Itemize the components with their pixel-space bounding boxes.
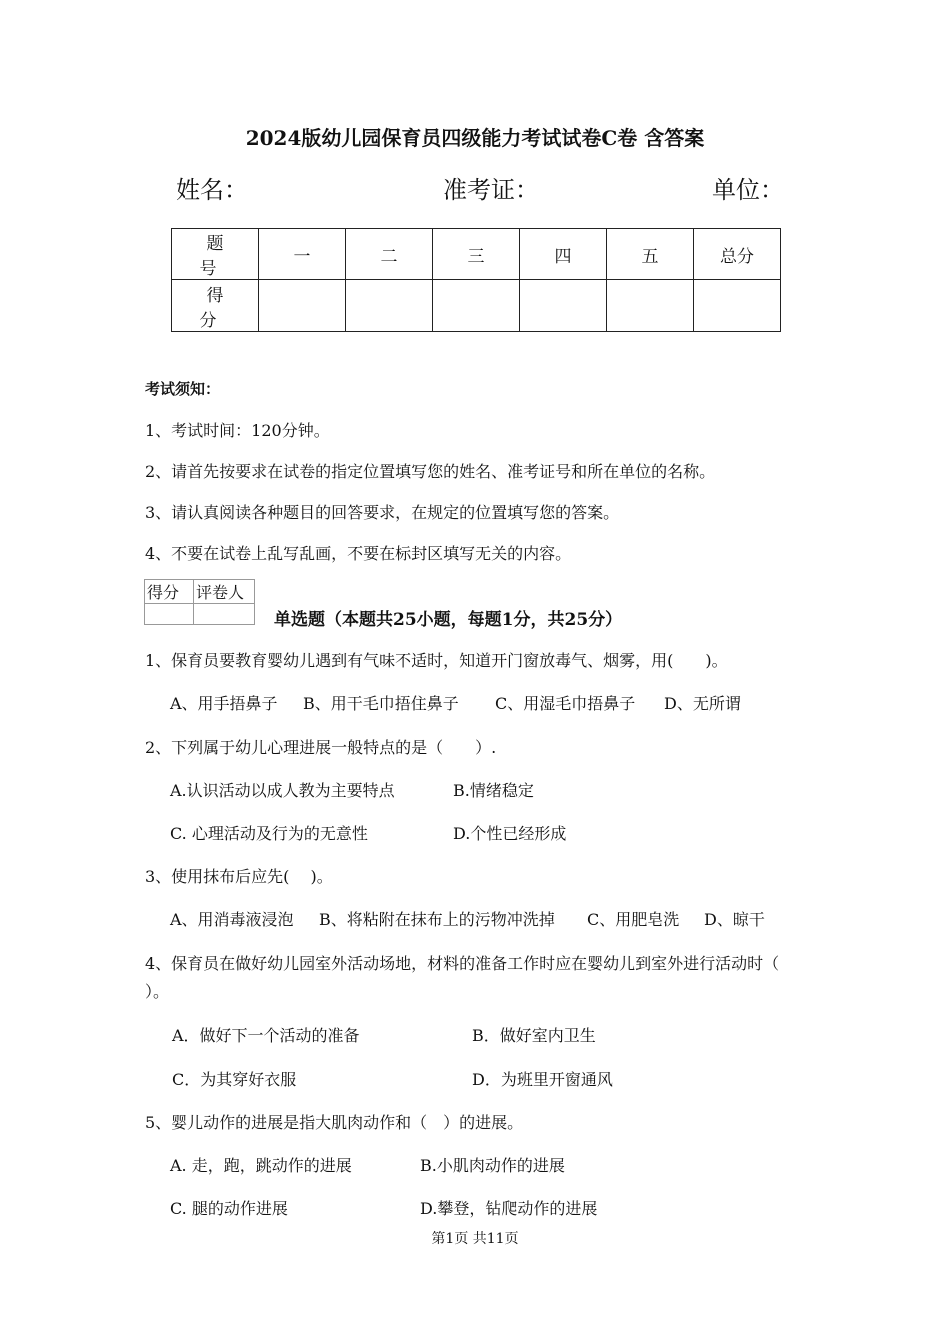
option-a[interactable]: A．做好下一个活动的准备 <box>172 1026 360 1045</box>
grader-box <box>144 579 255 625</box>
option-b[interactable]: B.情绪稳定 <box>453 781 534 800</box>
option-d[interactable]: D.个性已经形成 <box>453 824 567 843</box>
score-cell[interactable] <box>433 280 520 332</box>
option-b[interactable]: B、将粘附在抹布上的污物冲洗掉 <box>319 910 555 929</box>
option-b[interactable]: B、用干毛巾捂住鼻子 <box>303 694 459 713</box>
question-stem: 2、下列属于幼儿心理进展一般特点的是（ ）. <box>145 738 497 757</box>
question-stem: 4、保育员在做好幼儿园室外活动场地，材料的准备工作时应在婴幼儿到室外进行活动时（ <box>145 954 780 973</box>
score-cell[interactable] <box>259 280 346 332</box>
score-table-header-5: 五 <box>607 229 694 280</box>
name-field-label: 姓名： <box>176 176 248 204</box>
exam-id-field-label: 准考证： <box>443 176 539 204</box>
score-cell[interactable] <box>607 280 694 332</box>
page-footer: 第1页 共11页 <box>431 1231 519 1247</box>
option-c[interactable]: C. 心理活动及行为的无意性 <box>170 824 368 843</box>
grader-box-score-label: 得分 <box>145 580 194 604</box>
score-table-row-label: 得 分 <box>172 280 259 332</box>
option-b[interactable]: B.小肌肉动作的进展 <box>420 1156 565 1175</box>
option-a[interactable]: A、用手捂鼻子 <box>170 694 278 713</box>
score-table-header-4: 四 <box>520 229 607 280</box>
notice-item: 1、考试时间：120分钟。 <box>145 421 330 440</box>
page-title: 2024版幼儿园保育员四级能力考试试卷C卷 含答案 <box>245 126 705 150</box>
score-table-header-2: 二 <box>346 229 433 280</box>
question-stem: 3、使用抹布后应先( )。 <box>145 867 333 886</box>
score-table-header-label: 题 号 <box>172 229 259 280</box>
score-table-header-3: 三 <box>433 229 520 280</box>
option-b[interactable]: B．做好室内卫生 <box>472 1026 596 1045</box>
grader-box-grader-cell[interactable] <box>194 604 255 625</box>
option-a[interactable]: A.认识活动以成人教为主要特点 <box>170 781 395 800</box>
option-c[interactable]: C、用湿毛巾捂鼻子 <box>495 694 636 713</box>
section-heading: 单选题（本题共25小题，每题1分，共25分） <box>274 610 623 630</box>
score-cell[interactable] <box>520 280 607 332</box>
option-d[interactable]: D、无所谓 <box>664 694 741 713</box>
option-d[interactable]: D.攀登，钻爬动作的进展 <box>420 1199 598 1218</box>
notice-item: 2、请首先按要求在试卷的指定位置填写您的姓名、准考证号和所在单位的名称。 <box>145 462 716 481</box>
option-a[interactable]: A、用消毒液浸泡 <box>170 910 294 929</box>
notice-item: 4、不要在试卷上乱写乱画，不要在标封区填写无关的内容。 <box>145 544 572 563</box>
score-table-header-total: 总分 <box>694 229 781 280</box>
option-a[interactable]: A. 走，跑，跳动作的进展 <box>170 1156 352 1175</box>
question-stem: 1、保育员要教育婴幼儿遇到有气味不适时，知道开门窗放毒气、烟雾，用( )。 <box>145 651 728 670</box>
grader-box-score-cell[interactable] <box>145 604 194 625</box>
score-cell[interactable] <box>346 280 433 332</box>
option-d[interactable]: D．为班里开窗通风 <box>472 1070 613 1089</box>
question-stem: 5、婴儿动作的进展是指大肌肉动作和（ ）的进展。 <box>145 1113 524 1132</box>
option-c[interactable]: C、用肥皂洗 <box>587 910 680 929</box>
option-c[interactable]: C．为其穿好衣服 <box>172 1070 297 1089</box>
notice-title: 考试须知： <box>145 380 221 398</box>
score-table-header-1: 一 <box>259 229 346 280</box>
option-d[interactable]: D、晾干 <box>704 910 765 929</box>
score-table <box>171 228 781 332</box>
question-stem-continued: ）。 <box>145 982 170 1001</box>
notice-item: 3、请认真阅读各种题目的回答要求，在规定的位置填写您的答案。 <box>145 503 620 522</box>
option-c[interactable]: C. 腿的动作进展 <box>170 1199 288 1218</box>
unit-field-label: 单位： <box>712 176 784 204</box>
score-cell-total[interactable] <box>694 280 781 332</box>
grader-box-grader-label: 评卷人 <box>194 580 255 604</box>
